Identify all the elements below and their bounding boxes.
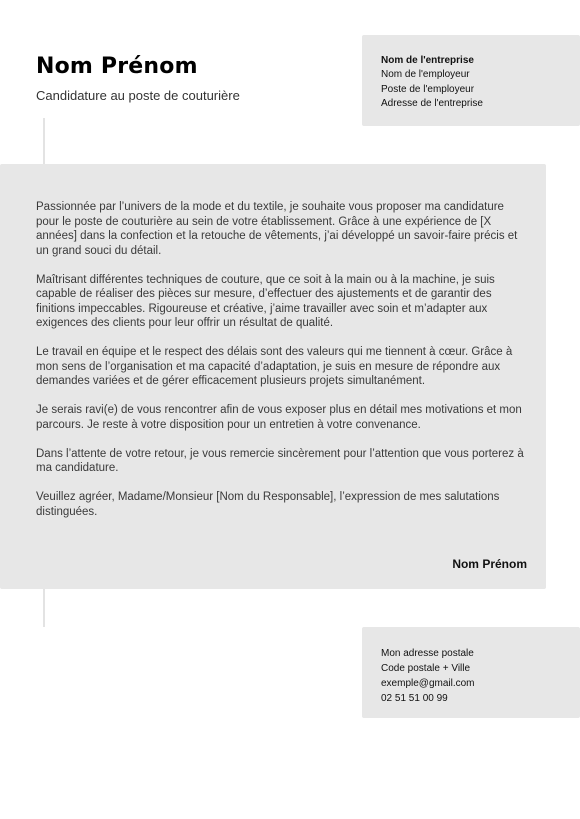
job-subtitle: Candidature au poste de couturière [36,88,240,103]
letter-paragraph: Le travail en équipe et le respect des délais sont des valeurs qui me tiennent à cœur. Grâce à mon sens de l’organisation et ma capacité d’adaptation, je suis en mesure de répondre aux demandes variées et de gérer efficacement plusieurs projets simultanément. [36,346,513,387]
company-info-box [362,35,580,126]
company-name: Nom de l'entreprise [381,55,474,66]
letter-paragraph: Passionnée par l’univers de la mode et du textile, je souhaite vous proposer ma candidature pour le poste de couturière au sein de votre établissement. Grâce à une expérience de [X années] dans la confection et la retouche de vêtements, j’ai développé un savoir-faire précis et un grand souci du détail. [36,201,518,257]
letter-paragraph: Dans l’attente de votre retour, je vous remercie sincèrement pour l’attention que vous porterez à ma candidature. [36,447,524,474]
company-address: Adresse de l'entreprise [381,97,483,109]
employer-position: Poste de l'employeur [381,83,475,95]
candidate-name: Nom Prénom [36,54,198,79]
signature: Nom Prénom [452,557,527,571]
letter-box [0,164,546,589]
contact-info-box [362,627,580,718]
letter-body [36,200,530,534]
divider-line-top [43,118,45,164]
employer-name: Nom de l'employeur [381,69,470,81]
divider-line-bottom [43,589,45,627]
contact-email: exemple@gmail.com [381,678,475,689]
letter-paragraph: Je serais ravi(e) de vous rencontrer afin de vous exposer plus en détail mes motivations et mon parcours. Je reste à votre disposition pour un entretien à votre convenance. [36,404,522,431]
contact-address: Mon adresse postale [381,648,474,659]
contact-postal: Code postale + Ville [381,663,471,674]
letter-paragraph: Maîtrisant différentes techniques de couture, que ce soit à la main ou à la machine, je suis capable de réaliser des pièces sur mesure, d’effectuer des ajustements et de garantir des finitions impeccables. Rigoureuse et créative, j’aime travailler avec soin et m’adapter aux exigences des clients pour leur offrir un résultat de qualité. [36,273,495,329]
contact-phone: 02 51 51 00 99 [381,693,448,704]
letter-paragraph: Veuillez agréer, Madame/Monsieur [Nom du Responsable], l’expression de mes salutations distinguées. [36,491,500,518]
